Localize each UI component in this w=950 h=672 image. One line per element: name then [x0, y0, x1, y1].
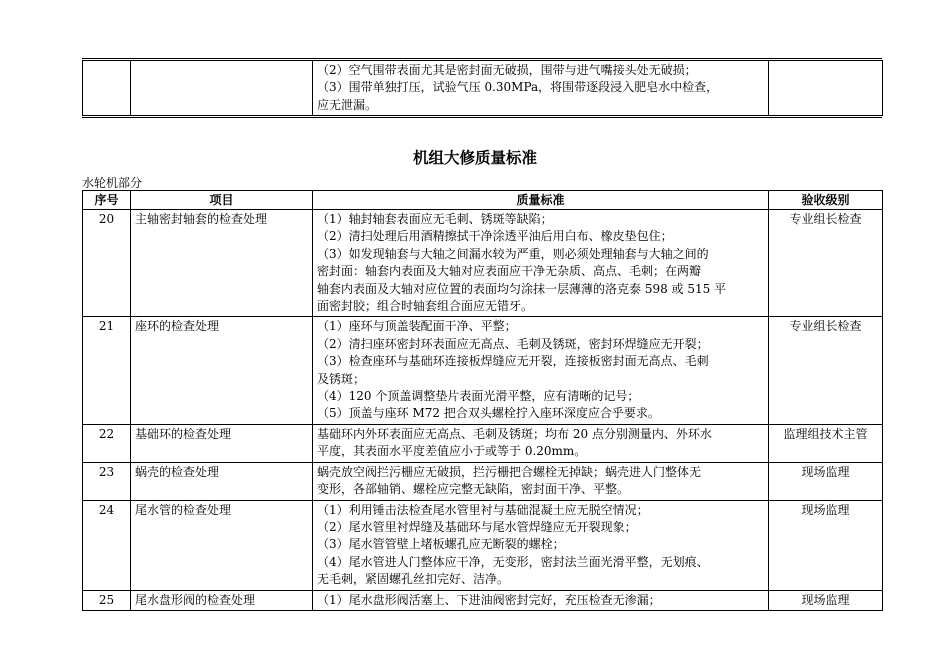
row-standard: [313, 210, 769, 317]
row-number: 20: [83, 210, 131, 317]
top-table-outer-top: [82, 58, 882, 59]
row-level: 专业组长检查: [769, 210, 883, 317]
top-continuation-table: [82, 60, 883, 116]
row-standard: [313, 590, 769, 610]
row-level: 现场监理: [769, 462, 883, 500]
table-row: [83, 61, 883, 116]
row-standard: [313, 500, 769, 590]
top-table-outer-bottom: [82, 117, 882, 118]
standard-line: 应无泄漏。: [317, 97, 378, 112]
header-no: 序号: [83, 191, 131, 210]
row-standard: [313, 462, 769, 500]
row-item: 基础环的检查处理: [131, 424, 313, 462]
page-title: 机组大修质量标准: [412, 149, 537, 167]
row-number: 25: [83, 590, 131, 610]
standard-line: 轴套内表面及大轴对应位置的表面均匀涂抹一层薄薄的洛克泰 598 或 515 平: [317, 281, 727, 296]
header-standard: 质量标准: [313, 191, 769, 210]
table-row: [83, 500, 883, 590]
standard-line: 变形，各部轴销、螺栓应完整无缺陷，密封面干净、平整。: [317, 482, 630, 497]
row-number: 22: [83, 424, 131, 462]
row-item: 主轴密封轴套的检查处理: [131, 210, 313, 317]
standard-line: （3）如发现轴套与大轴之间漏水较为严重，则必须处理轴套与大轴之间的: [317, 246, 709, 261]
standard-line: （4）120 个顶盖调整垫片表面光滑平整，应有清晰的记号；: [317, 389, 640, 404]
row-number: 24: [83, 500, 131, 590]
row-item: 蜗壳的检查处理: [131, 462, 313, 500]
standard-line: 及锈斑；: [317, 371, 366, 386]
row-number: 23: [83, 462, 131, 500]
standard-line: （1）利用锤击法检查尾水管里衬与基础混凝土应无脱空情况；: [317, 502, 649, 517]
row-standard: [313, 317, 769, 424]
table-row: [83, 424, 883, 462]
row-level: 现场监理: [769, 590, 883, 610]
row-level: 专业组长检查: [769, 317, 883, 424]
table-row: [83, 462, 883, 500]
standard-line: （2）空气围带表面尤其是密封面无破损，围带与进气嘴接头处无破损；: [317, 63, 697, 77]
section-subtitle: 水轮机部分: [82, 176, 143, 190]
standard-line: 面密封胶；组合时轴套组合面应无错牙。: [317, 299, 534, 314]
table-header-row: [83, 191, 883, 210]
standard-line: 平度，其表面水平度差值应小于或等于 0.20mm。: [317, 444, 587, 459]
top-cell-standard: [313, 61, 769, 116]
row-standard: [313, 424, 769, 462]
standard-line: （2）清扫座环密封环表面应无高点、毛刺及锈斑，密封环焊缝应无开裂；: [317, 336, 709, 351]
standard-line: （1）轴封轴套表面应无毛刺、锈斑等缺陷；: [317, 212, 553, 226]
standard-line: （2）尾水管里衬焊缝及基础环与尾水管焊缝应无开裂现象；: [317, 519, 637, 534]
standard-line: 无毛刺，紧固螺孔丝扣完好、洁净。: [317, 572, 510, 587]
row-number: 21: [83, 317, 131, 424]
top-cell-item: [131, 61, 313, 116]
table-row: [83, 210, 883, 317]
standard-line: 蜗壳放空阀拦污栅应无破损，拦污栅把合螺栓无掉缺；蜗壳进人门整体无: [317, 464, 702, 479]
standard-line: 基础环内外环表面应无高点、毛刺及锈斑；均布 20 点分别测量内、外环水: [317, 426, 712, 441]
standard-line: （3）检查座环与基础环连接板焊缝应无开裂，连接板密封面无高点、毛刺: [317, 354, 709, 369]
row-item: 尾水管的检查处理: [131, 500, 313, 590]
header-item: 项目: [131, 191, 313, 210]
standard-line: （4）尾水管进人门整体应干净，无变形，密封法兰面光滑平整，无划痕、: [317, 554, 709, 569]
standard-line: （2）清扫处理后用酒精擦拭干净涂透平油后用白布、橡皮垫包住；: [317, 229, 673, 244]
table-row: [83, 590, 883, 610]
standard-line: （5）顶盖与座环 M72 把合双头螺栓拧入座环深度应合乎要求。: [317, 406, 660, 421]
header-level: 验收级别: [769, 191, 883, 210]
top-cell-no: [83, 61, 131, 116]
table-row: [83, 317, 883, 424]
top-cell-level: [769, 61, 883, 116]
standard-line: 密封面：轴套内表面及大轴对应表面应干净无杂质、高点、毛刺；在两瓣: [317, 264, 702, 279]
quality-standard-table: [82, 190, 883, 611]
standard-line: （1）座环与顶盖装配面干净、平整；: [317, 319, 517, 334]
row-level: 现场监理: [769, 500, 883, 590]
row-item: 座环的检查处理: [131, 317, 313, 424]
row-item: 尾水盘形阀的检查处理: [131, 590, 313, 610]
row-level: 监理组技术主管: [769, 424, 883, 462]
standard-line: （3）尾水管管壁上堵板螺孔应无断裂的螺栓；: [317, 537, 565, 552]
standard-line: （1）尾水盘形阀活塞上、下进油阀密封完好，充压检查无渗漏；: [317, 592, 661, 607]
standard-line: （3）围带单独打压，试验气压 0.30MPa，将围带逐段浸入肥皂水中检查，: [317, 80, 719, 95]
